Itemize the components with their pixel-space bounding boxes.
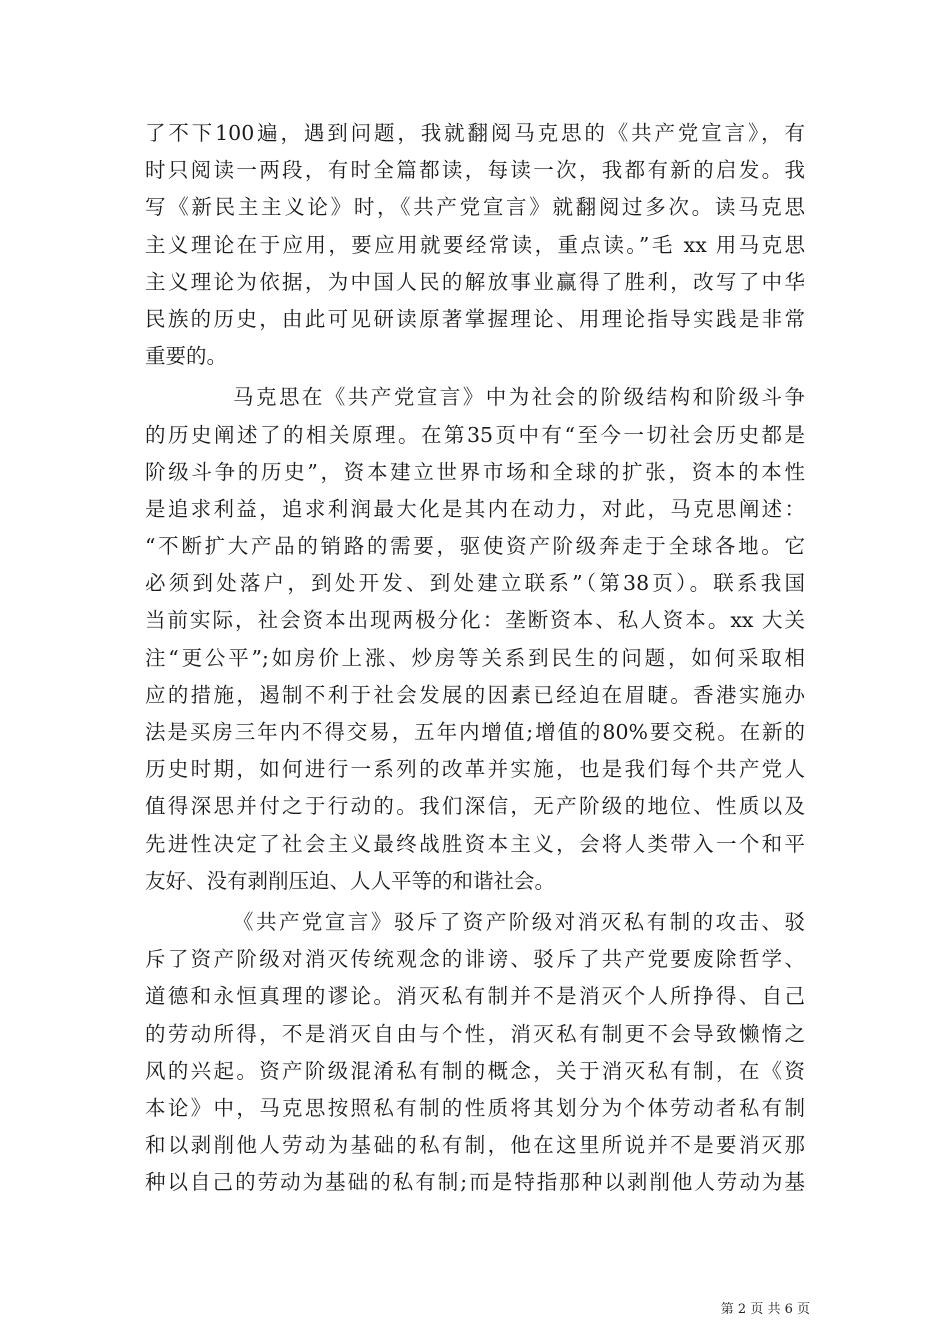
- text-line: 友好、没有剥削压迫、人人平等的和谐社会。: [145, 868, 555, 893]
- text-line: 的历史阐述了的相关原理。在第35页中有“至今一切社会历史都是: [145, 422, 805, 447]
- text-line: 写《新民主主义论》时，《共产党宣言》就翻阅过多次。读马克思: [145, 195, 805, 220]
- text-line: 了不下100遍，遇到问题，我就翻阅马克思的《共产党宣言》，有: [145, 121, 805, 145]
- text-line: 必须到处落户，到处开发、到处建立联系”（第38页）。联系我国: [145, 571, 805, 596]
- text-line: 历史时期，如何进行一系列的改革并实施，也是我们每个共产党人: [145, 757, 805, 782]
- paragraph-1: [145, 115, 805, 375]
- text-line: 时只阅读一两段，有时全篇都读，每读一次，我都有新的启发。我: [145, 158, 805, 183]
- page-number: 第 2 页 共 6 页: [720, 1302, 810, 1317]
- text-line: 阶级斗争的历史”，资本建立世界市场和全球的扩张，资本的本性: [145, 459, 805, 484]
- text-line: 风的兴起。资产阶级混淆私有制的概念，关于消灭私有制，在《资: [145, 1058, 805, 1083]
- text-line: 值得深思并付之于行动的。我们深信，无产阶级的地位、性质以及: [145, 794, 805, 819]
- text-line: 法是买房三年内不得交易，五年内增值;增值的80%要交税。在新的: [145, 720, 805, 744]
- text-line: 应的措施，遏制不利于社会发展的因素已经迫在眉睫。香港实施办: [145, 682, 805, 707]
- text-line: 种以自己的劳动为基础的私有制;而是特指那种以剥削他人劳动为基: [145, 1170, 805, 1195]
- text-line: 斥了资产阶级对消灭传统观念的诽谤、驳斥了共产党要废除哲学、: [145, 947, 805, 972]
- text-line: 当前实际，社会资本出现两极分化：垄断资本、私人资本。xx 大关: [145, 608, 805, 633]
- text-line: 民族的历史，由此可见研读原著掌握理论、用理论指导实践是非常: [145, 306, 805, 331]
- text-line: 马克思在《共产党宣言》中为社会的阶级结构和阶级斗争: [233, 385, 805, 410]
- paragraph-2: [145, 379, 805, 900]
- text-line: 《共产党宣言》驳斥了资产阶级对消灭私有制的攻击、驳: [233, 909, 805, 934]
- text-line: 本论》中，马克思按照私有制的性质将其划分为个体劳动者私有制: [145, 1095, 805, 1120]
- text-line: 的劳动所得，不是消灭自由与个性，消灭私有制更不会导致懒惰之: [145, 1021, 805, 1046]
- document-body: [145, 115, 805, 1201]
- text-line: 重要的。: [145, 344, 227, 369]
- text-line: 主义理论在于应用，要应用就要经常读，重点读。”毛 xx 用马克思: [145, 232, 805, 257]
- text-line: 注“更公平”;如房价上涨、炒房等关系到民生的问题，如何采取相: [145, 645, 805, 670]
- paragraph-3: [145, 904, 805, 1202]
- text-line: 是追求利益，追求利润最大化是其内在动力，对此，马克思阐述：: [145, 496, 805, 521]
- text-line: “不断扩大产品的销路的需要，驱使资产阶级奔走于全球各地。它: [145, 534, 805, 559]
- text-line: 和以剥削他人劳动为基础的私有制，他在这里所说并不是要消灭那: [145, 1133, 805, 1158]
- text-line: 先进性决定了社会主义最终战胜资本主义，会将人类带入一个和平: [145, 831, 805, 856]
- text-line: 主义理论为依据，为中国人民的解放事业赢得了胜利，改写了中华: [145, 269, 805, 294]
- text-line: 道德和永恒真理的谬论。消灭私有制并不是消灭个人所挣得、自己: [145, 984, 805, 1009]
